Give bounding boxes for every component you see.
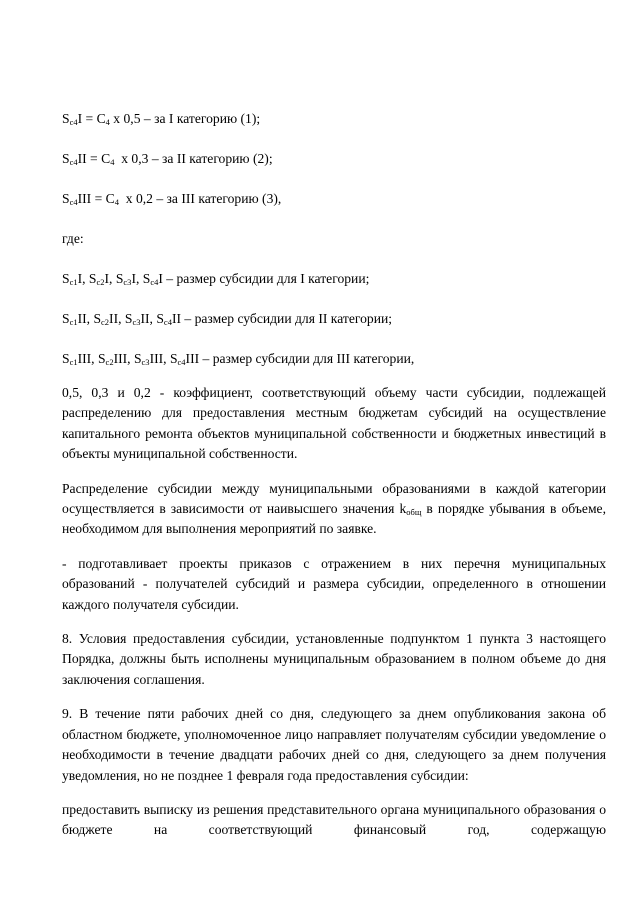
item-8-paragraph: 8. Условия предоставления субсидии, установленные подпунктом 1 пункта 3 настоящего Порядка, должны быть исполнены муниципальным образованием в полном объеме до дня заключения соглашения. (62, 631, 606, 687)
item-9-paragraph: 9. В течение пяти рабочих дней со дня, следующего за днем опубликования закона об областном бюджете, уполномоченное лицо направляет получателям субсидии уведомление о необходимости в течение двадцати рабочих дней со дня, следующего за днем получения уведомления, но не позднее 1 февраля года предоставления субсидии: (62, 706, 606, 783)
definition-line-2: $S_{c1}II$, $S_{c2}II$, $S_{c3}II$, $S_{c4}II$ – размер субсидии для II категории; (62, 311, 393, 327)
extract-paragraph: предоставить выписку из решения представительного органа муниципального образования о бюджете на соответствующий финансовый год, содержащую (62, 801, 606, 838)
formula-line-3: $S_{c4}III = C_4$ x 0,2 – за III категорию (3), (62, 191, 282, 207)
document-body (62, 109, 606, 855)
prepare-orders-paragraph: - подготавливает проекты приказов с отражением в них перечня муниципальных образований - получателей субсидий и размера субсидии, определенного в отношении каждого получателя субсидии. (62, 555, 606, 612)
distribution-paragraph: Распределение субсидии между муниципальными образованиями в каждой категории осуществляется в зависимости от наивысшего значения $k_{общ}$ в порядке убывания в объеме, необходимом для выполнения мероприятий по заявке. (62, 480, 606, 537)
definition-line-1: $S_{c1}I$, $S_{c2}I$, $S_{c3}I$, $S_{c4}I$ – размер субсидии для I категории; (62, 271, 370, 287)
coefficient-paragraph: 0,5, 0,3 и 0,2 - коэффициент, соответствующий объему части субсидии, подлежащей распределению для предоставления местным бюджетам субсидий на осуществление капитального ремонта объектов муниципальной собственности и бюджетных инвестиций в объекты муниципальной собственности. (62, 385, 606, 462)
formula-line-1: $S_{c4}I = C_4$ x 0,5 – за I категорию (1); (62, 111, 261, 127)
where-label: где: (62, 231, 84, 246)
formula-line-2: $S_{c4}II = C_4$ x 0,3 – за II категорию (2); (62, 151, 273, 167)
definition-line-3: $S_{c1}III$, $S_{c2}III$, $S_{c3}III$, $S_{c4}III$ – размер субсидии для III категории, (62, 351, 415, 367)
